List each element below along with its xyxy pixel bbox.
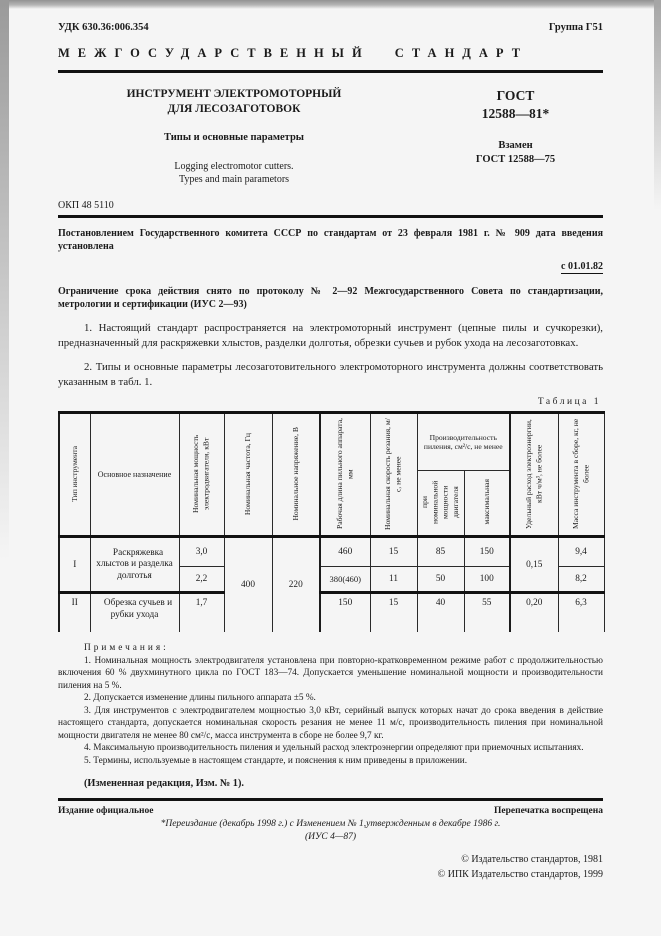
replaces-block: Взамен ГОСТ 12588—75 [475, 140, 556, 166]
cell-mass-I-2: 8,2 [558, 567, 604, 593]
cell-speed-II: 15 [370, 593, 417, 633]
cell-prod-nominal-I-1: 85 [417, 537, 464, 567]
col-header-length: Рабочая длина пильного аппарата, мм [320, 413, 370, 537]
col-header-productivity-nominal: при номинальной мощности двигателя [417, 471, 464, 537]
col-header-productivity: Производительность пиления, см²/с, не менее [417, 413, 510, 471]
cell-type-II: II [59, 593, 90, 633]
decree-paragraph: Постановлением Государственного комитета СССР по стандартам от 23 февраля 1981 г. № 909 дата введения установлена [58, 227, 603, 253]
col-header-frequency: Номинальная частота, Гц [224, 413, 272, 537]
cell-length-II: 150 [320, 593, 370, 633]
page-content [58, 22, 603, 882]
notes-label: Примечания: [84, 643, 169, 654]
note-3: 3. Для инструментов с электродвигателем мощностью 3,0 кВт, серийный выпуск которых начат до срока введения в действие настоящего стандарта, допускается номинальная скорость резания не менее 11 м/с, производительность пиления при номинальной мощности двигателя не менее 80 см²/с, масса инструмента в сборе не более 9,7 кг. [58, 705, 603, 741]
col-header-power: Номинальная мощность электродвигателя, кВт [179, 413, 224, 537]
notes-section [58, 642, 603, 767]
official-edition-label: Издание официальное [58, 805, 154, 816]
cell-power-I-2: 2,2 [179, 567, 224, 593]
standard-kind-heading: МЕЖГОСУДАРСТВЕННЫЙ СТАНДАРТ [58, 46, 529, 60]
title-right-column [428, 87, 603, 187]
scan-edge-left [0, 0, 9, 560]
note-1: 1. Номинальная мощность электродвигателя установлена при повторно-кратковременном режиме работ с продолжительностью включения 60 % двухминутного цикла по ГОСТ 183—74. Допускается уменьшение номинальной мощности и производительности пиления на 5 %. [58, 655, 603, 691]
cell-speed-I-2: 11 [370, 567, 417, 593]
cell-mass-I-1: 9,4 [558, 537, 604, 567]
col-header-productivity-max: максимальная [464, 471, 510, 537]
effective-date: с 01.01.82 [561, 260, 603, 272]
scan-edge-top [0, 0, 661, 9]
parameters-table [58, 411, 605, 632]
cell-mass-II: 6,3 [558, 593, 604, 633]
paragraph-1: 1. Настоящий стандарт распространяется на электромоторный инструмент (цепные пилы и сучкорезки), предназначенный для раскряжевки хлыстов, разделки долготья, обрезки сучьев и рубок ухода на лесозаготовках. [58, 321, 603, 349]
limitation-paragraph: Ограничение срока действия снято по протоколу № 2—92 Межгосударственного Совета по стандартизации, метрологии и сертификации (ИУС 2—93) [58, 285, 603, 311]
cell-energy-I: 0,15 [510, 537, 558, 593]
title-block [58, 87, 603, 187]
cell-speed-I-1: 15 [370, 537, 417, 567]
cell-purpose-I: Раскряжевка хлыстов и разделка долготья [90, 537, 179, 593]
document-title-english: Logging electromotor cutters. Types and main parametors [174, 160, 294, 186]
cell-power-I-1: 3,0 [179, 537, 224, 567]
cell-prod-max-I-1: 150 [464, 537, 510, 567]
document-title: ИНСТРУМЕНТ ЭЛЕКТРОМОТОРНЫЙ ДЛЯ ЛЕСОЗАГОТОВОК [126, 88, 342, 115]
group-code: Группа Г51 [548, 22, 603, 33]
divider-rule-top [58, 70, 603, 73]
table-row-II [59, 593, 604, 633]
udk-code: УДК 630.36:006.354 [58, 22, 149, 33]
reprint-prohibited-label: Перепечатка воспрещена [493, 805, 603, 816]
reissue-note: *Переиздание (декабрь 1998 г.) с Изменением № 1,утвержденным в декабре 1986 г. (ИУС 4—87) [160, 818, 501, 843]
gost-designation: ГОСТ 12588—81* [481, 88, 550, 121]
amendment-note: (Измененная редакция, Изм. № 1). [84, 777, 244, 789]
col-header-type: Тип инструмента [59, 413, 90, 537]
cell-type-I: I [59, 537, 90, 593]
cell-power-II: 1,7 [179, 593, 224, 633]
table-row-I-sub1 [59, 537, 604, 567]
note-2: 2. Допускается изменение длины пильного аппарата ±5 %. [84, 693, 316, 704]
copyright-1999: © ИПК Издательство стандартов, 1999 [437, 868, 603, 880]
col-header-mass: Масса инструмента в сборе, кг, не более [558, 413, 604, 537]
note-5: 5. Термины, используемые в настоящем стандарте, и пояснения к ним приведены в приложении. [84, 755, 468, 766]
scan-edge-right [654, 0, 661, 210]
cell-energy-II: 0,20 [510, 593, 558, 633]
cell-purpose-II: Обрезка сучьев и рубки ухода [90, 593, 179, 633]
document-subtitle: Типы и основные параметры [163, 131, 305, 143]
footer-status-row [58, 806, 603, 816]
copyright-block [58, 852, 603, 882]
cell-prod-nominal-I-2: 50 [417, 567, 464, 593]
divider-rule-okp [58, 215, 603, 218]
cell-length-I-1: 460 [320, 537, 370, 567]
paragraph-2: 2. Типы и основные параметры лесозаготовительного электромоторного инструмента должны соответствовать указанным в табл. 1. [58, 360, 603, 388]
col-header-energy: Удельный расход электроэнергии, кВт ч/м³, не более [510, 413, 558, 537]
cell-prod-max-I-2: 100 [464, 567, 510, 593]
header-row-1 [59, 413, 604, 471]
cell-length-I-2: 380(460) [320, 567, 370, 593]
classification-row [58, 22, 603, 33]
cell-frequency: 400 [224, 537, 272, 633]
cell-prod-nominal-II: 40 [417, 593, 464, 633]
cell-voltage: 220 [272, 537, 320, 633]
note-4: 4. Максимальную производительность пиления и удельный расход электроэнергии определяют при приемочных испытаниях. [84, 743, 584, 754]
cell-prod-max-II: 55 [464, 593, 510, 633]
divider-rule-footer [58, 798, 603, 801]
copyright-1981: © Издательство стандартов, 1981 [461, 853, 603, 865]
title-left-column [58, 87, 428, 187]
col-header-voltage: Номинальное напряжение, В [272, 413, 320, 537]
table-caption: Таблица 1 [537, 397, 601, 408]
col-header-purpose: Основное назначение [90, 413, 179, 537]
col-header-speed: Номинальная скорость резания, м/с, не менее [370, 413, 417, 537]
okp-code: ОКП 48 5110 [58, 199, 114, 211]
